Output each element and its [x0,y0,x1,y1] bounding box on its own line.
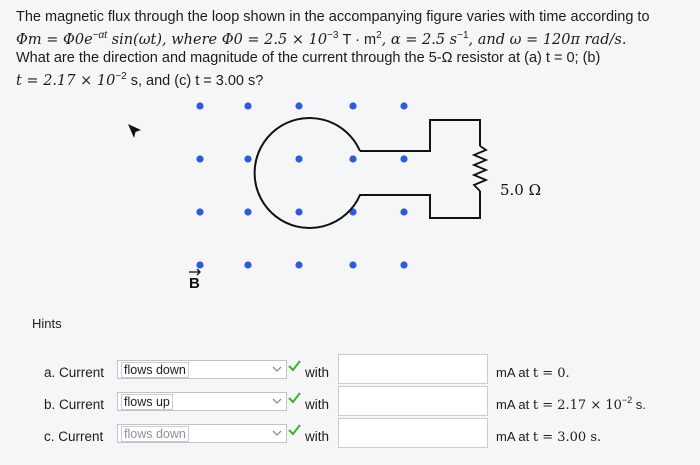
question-line-1: The magnetic flux through the loop shown in the accompanying figure varies with time according to [16,9,650,25]
chevron-down-icon [272,428,282,438]
resistor [474,146,486,191]
row-label: a. Current [44,365,105,380]
field-dot [295,261,302,268]
question-line-3: What are the direction and magnitude of the current through the 5-Ω resistor at (a) t = 0; (b) [16,50,601,66]
row-label: c. Current [44,429,104,444]
question-line-4: $t = 2.17 \times 10^{-2}$ s, and (c) t = 3.00 s? [16,70,264,89]
unit-label: mA at t = 0. [496,365,570,381]
magnitude-input[interactable] [338,386,488,416]
resistor-label: 5.0 Ω [500,181,542,199]
check-icon [287,391,301,405]
answer-row-c [0,422,700,452]
answer-row-b [0,390,700,420]
field-dot [244,208,251,215]
field-dot [400,208,407,215]
field-dot [244,261,251,268]
field-dot [196,102,203,109]
field-dot [400,261,407,268]
cursor-icon [128,124,141,138]
field-dot [295,208,302,215]
field-dot [400,155,407,162]
question-line-2: $\Phi m = \Phi 0e^{-\alpha t}$ sin(ωt), where $\Phi 0 = 2.5 \times 10^{-3}$ $T \cdot m^2$, α = 2.5 $s^{-1}$, and ω = 120π rad/s. [16,29,627,48]
field-dot [349,155,356,162]
field-dot [349,102,356,109]
magnitude-input[interactable] [338,354,488,384]
unit-label: mA at t = 3.00 s. [496,429,602,445]
chevron-down-icon [272,396,282,406]
row-label: b. Current [44,397,105,412]
chevron-down-icon [272,364,282,374]
field-dot [196,208,203,215]
field-dot [295,102,302,109]
field-dot [349,261,356,268]
question-text [16,8,688,90]
hints-link[interactable]: Hints [32,316,62,331]
answer-row-a [0,358,700,388]
magnitude-input[interactable] [338,418,488,448]
loop-wire [255,118,480,228]
with-label: with [305,397,330,412]
unit-label: mA at $t = 2.17 \times 10^{-2}$ s. [496,395,646,413]
field-dot [295,155,302,162]
with-label: with [305,365,330,380]
loop-wire-top [360,120,480,151]
magnetic-field-dots [196,102,407,268]
direction-select[interactable]: flows down [117,360,287,379]
field-dot [400,102,407,109]
check-icon [287,359,301,373]
circuit-figure [120,88,580,300]
direction-select[interactable]: flows down [117,424,287,443]
field-dot [196,261,203,268]
field-label: B [189,275,200,292]
field-dot [244,102,251,109]
field-dot [196,155,203,162]
with-label: with [305,429,330,444]
direction-select[interactable]: flows up [117,392,287,411]
check-icon [287,423,301,437]
field-dot [244,155,251,162]
